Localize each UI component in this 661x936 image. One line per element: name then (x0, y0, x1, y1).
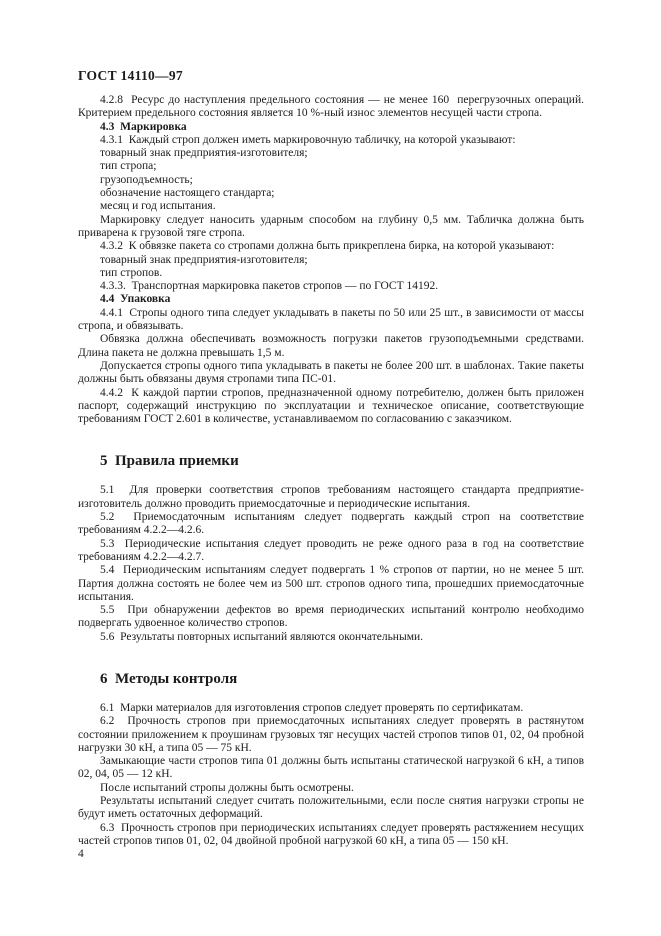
paragraph: Результаты испытаний следует считать положительными, если после снятия нагрузки стропы не будут иметь остаточных деформаций. (78, 795, 584, 821)
paragraph: 5.4 Периодическим испытаниям следует подвергать 1 % стропов от партии, но не менее 5 шт. Партия должна состоять не более чем из 500 шт. стропов одного типа, прошедших приемосдаточные испытания. (78, 564, 584, 603)
paragraph: 4.2.8 Ресурс до наступления предельного состояния — не менее 160 перегрузочных операций. Критерием предельного состояния является 10 %-ный износ элементов несущей части стропа. (78, 94, 584, 120)
paragraph: После испытаний стропы должны быть осмотрены. (100, 781, 354, 794)
paragraph: 6.1 Марки материалов для изготовления стропов следует проверять по сертификатам. (100, 701, 524, 714)
page-number: 4 (78, 848, 84, 861)
paragraph: обозначение настоящего стандарта; (100, 187, 275, 200)
paragraph: 4.4.2 К каждой партии стропов, предназначенной одному потребителю, должен быть приложен паспорт, содержащий инструкцию по эксплуатации и техническое описание, соответствующие требованиям ГОСТ 2.601 в количестве, устанавливаемом по согласованию с заказчиком. (78, 386, 584, 426)
paragraph: товарный знак предприятия-изготовителя; (100, 253, 308, 266)
section-heading: 5 Правила приемки (100, 453, 239, 470)
paragraph: 4.4.1 Стропы одного типа следует укладывать в пакеты по 50 или 25 шт., в зависимости от массы стропа, и обвязывать. (78, 306, 584, 333)
paragraph: Замыкающие части стропов типа 01 должны быть испытаны статической нагрузкой 6 кН, а типов 02, 04, 05 — 12 кН. (78, 755, 584, 781)
paragraph: 5.5 При обнаружении дефектов во время периодических испытаний контролю необходимо подвергать удвоенное количество стропов. (78, 604, 584, 630)
paragraph: 4.3.3. Транспортная маркировка пакетов стропов — по ГОСТ 14192. (100, 280, 439, 293)
paragraph: 4.3.2 К обвязке пакета со стропами должна быть прикреплена бирка, на которой указывают: (100, 240, 555, 253)
paragraph: Обвязка должна обеспечивать возможность погрузки пакетов грузоподъемными средствами. Длина пакета не должна превышать 1,5 м. (78, 333, 584, 359)
document-header: ГОСТ 14110—97 (78, 68, 183, 83)
paragraph: 5.2 Приемосдаточным испытаниям следует подвергать каждый строп на соответствие требованиям 4.2.2—4.2.6. (78, 511, 584, 537)
paragraph: 4.3.1 Каждый строп должен иметь маркировочную табличку, на которой указывают: (100, 133, 516, 146)
paragraph: грузоподъемность; (100, 173, 193, 186)
document-text-block (78, 68, 584, 862)
subsection-heading: 4.3 Маркировка (100, 120, 187, 133)
paragraph: 6.3 Прочность стропов при периодических испытаниях следует проверять растяжением несущих частей стропов типов 01, 02, 04 двойной пробной нагрузкой 60 кН, а типа 05 — 150 кН. (78, 821, 584, 847)
paragraph: тип стропов. (100, 266, 163, 279)
paragraph: 6.2 Прочность стропов при приемосдаточных испытаниях следует проверять в растянутом состоянии приложением к проушинам грузовых тяг несущих частей стропов типов 01, 02, 04 пробной нагрузки 30 кН, а типа 05 — 75 кН. (78, 715, 584, 754)
paragraph: 5.6 Результаты повторных испытаний являются окончательными. (100, 630, 423, 643)
section-heading: 6 Методы контроля (100, 670, 238, 687)
paragraph: месяц и год испытания. (100, 200, 216, 213)
paragraph: Допускается стропы одного типа укладывать в пакеты не более 200 шт. в шаблонах. Такие пакеты должны быть обвязаны двумя стропами типа ПС-01. (78, 359, 584, 386)
document-content (78, 94, 584, 848)
paragraph: тип стропа; (100, 160, 157, 173)
paragraph: товарный знак предприятия-изготовителя; (100, 147, 308, 160)
subsection-heading: 4.4 Упаковка (100, 293, 171, 306)
paragraph: 5.1 Для проверки соответствия стропов требованиям настоящего стандарта предприятие-изготовитель должно проводить приемосдаточные и периодические испытания. (78, 484, 584, 510)
paragraph: 5.3 Периодические испытания следует проводить не реже одного раза в год на соответствие требованиям 4.2.2—4.2.7. (78, 537, 584, 563)
paragraph: Маркировку следует наносить ударным способом на глубину 0,5 мм. Табличка должна быть приварена к грузовой тяге стропа. (78, 213, 584, 239)
